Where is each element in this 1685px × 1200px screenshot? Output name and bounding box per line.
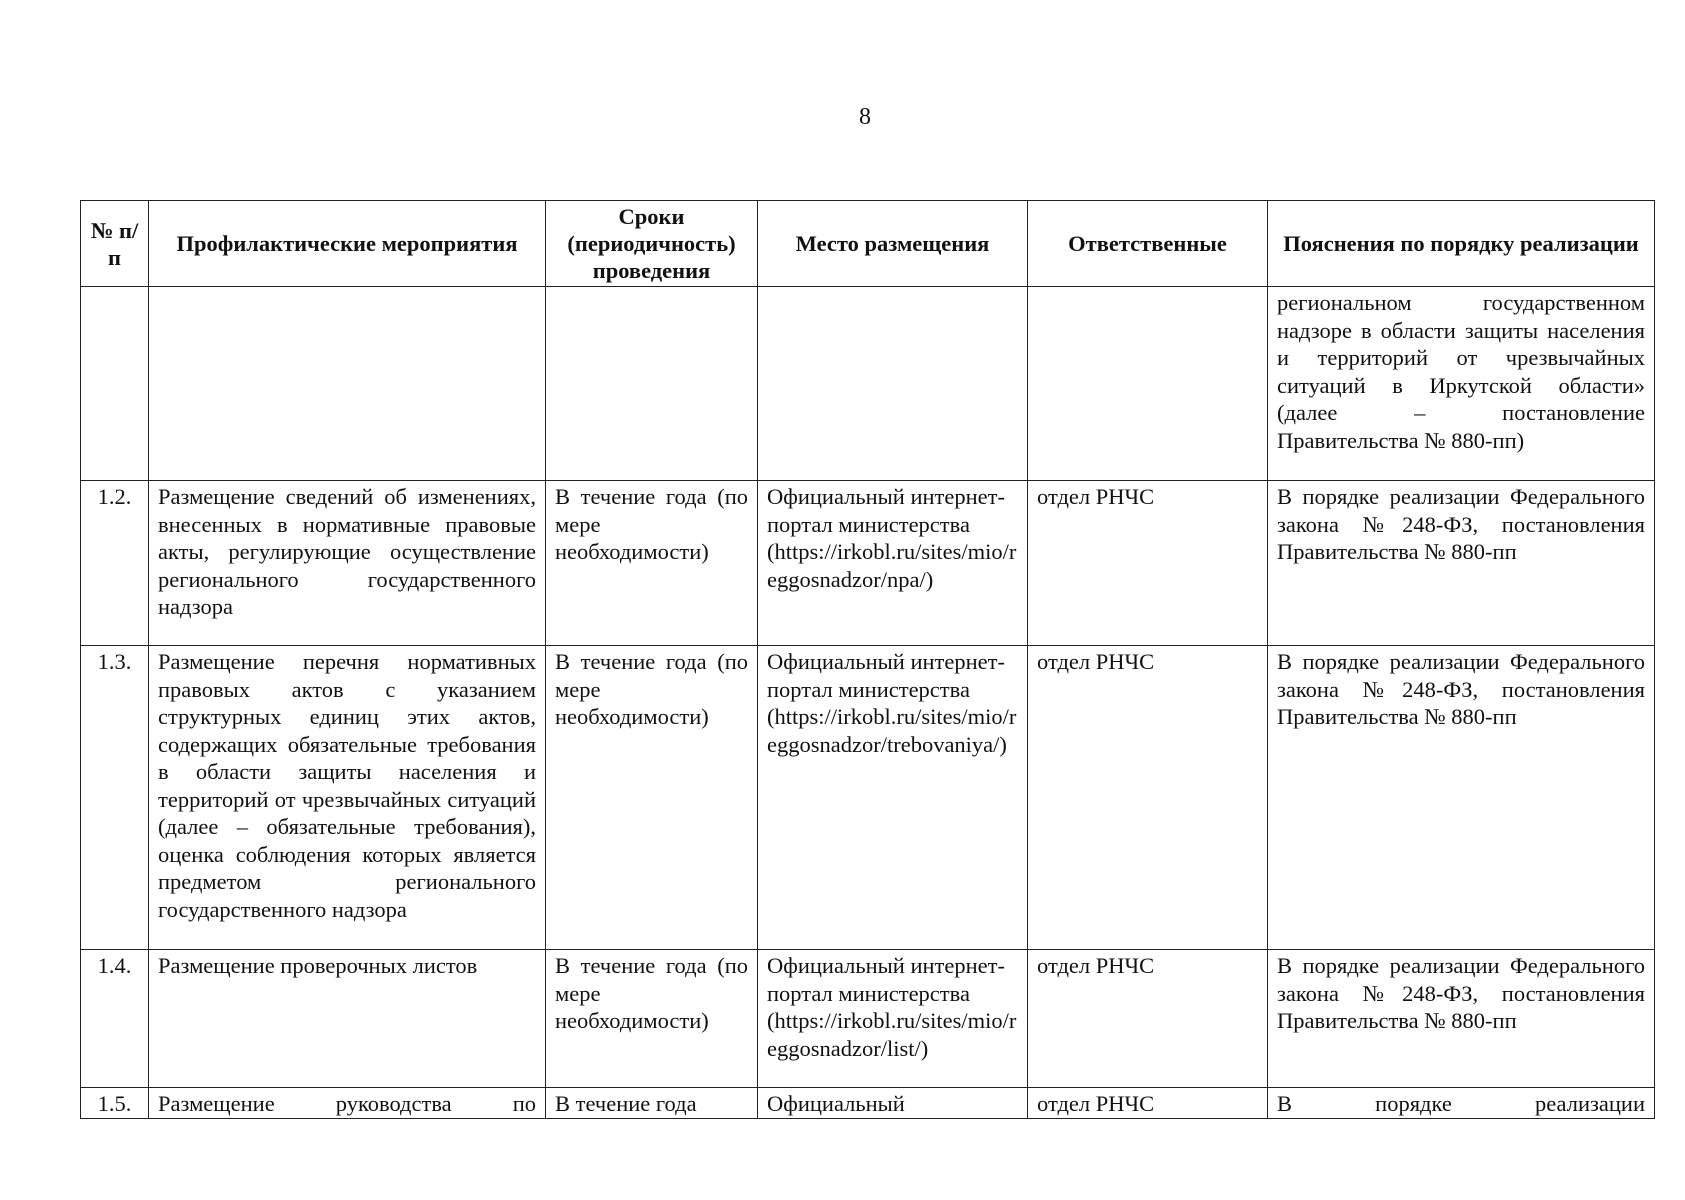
row-measure: Размещение проверочных листов — [149, 950, 546, 1088]
place-url: (https://irkobl.ru/sites/mio/reggosnadzor/npa/) — [767, 539, 1017, 592]
table-row-1-3 — [81, 646, 1655, 950]
row-responsible: отдел РНЧС — [1028, 950, 1268, 1088]
place-title: Официальный — [767, 1091, 905, 1116]
header-timing: Сроки (периодичность) проведения — [546, 201, 758, 287]
table-row-continuation — [81, 287, 1655, 481]
place-title: Официальный интернет-портал министерства — [767, 649, 1005, 702]
row-timing: В течение года (по мере необходимости) — [546, 950, 758, 1088]
row-num: 1.5. — [81, 1088, 149, 1119]
row-place — [758, 481, 1028, 646]
place-title: Официальный интернет-портал министерства — [767, 484, 1005, 537]
row-num: 1.3. — [81, 646, 149, 950]
row-measure: Размещение перечня нормативных правовых актов с указанием структурных единиц этих актов, содержащих обязательные требования в области защиты населения и территорий от чрезвычайных ситуаций (далее – обязательные требования), оценка соблюдения которых является предметом регионального государственного надзора — [149, 646, 546, 950]
row-measure: Размещение сведений об изменениях, внесенных в нормативные правовые акты, регулирующие осуществление регионального государственного надзора — [149, 481, 546, 646]
row-notes: В порядке реализации Федерального закона №248-ФЗ, постановления Правительства № 880-пп — [1268, 481, 1655, 646]
row-responsible: отдел РНЧС — [1028, 1088, 1268, 1119]
row-num — [81, 287, 149, 481]
row-notes: В порядке реализации — [1268, 1088, 1655, 1119]
row-place — [758, 950, 1028, 1088]
row-num: 1.2. — [81, 481, 149, 646]
row-responsible: отдел РНЧС — [1028, 481, 1268, 646]
place-url: (https://irkobl.ru/sites/mio/reggosnadzor/trebovaniya/) — [767, 704, 1017, 757]
table-row-1-4 — [81, 950, 1655, 1088]
page-number: 8 — [859, 104, 871, 130]
row-timing — [546, 287, 758, 481]
row-num: 1.4. — [81, 950, 149, 1088]
row-timing: В течение года (по мере необходимости) — [546, 481, 758, 646]
row-notes: региональном государственном надзоре в области защиты населения и территорий от чрезвычайных ситуаций в Иркутской области» (далее – постановление Правительства № 880-пп) — [1268, 287, 1655, 481]
table-row-1-5 — [81, 1088, 1655, 1119]
row-notes: В порядке реализации Федерального закона №248-ФЗ, постановления Правительства № 880-пп — [1268, 950, 1655, 1088]
place-url: (https://irkobl.ru/sites/mio/reggosnadzor/list/) — [767, 1008, 1017, 1061]
row-place — [758, 287, 1028, 481]
row-timing: В течение года — [546, 1088, 758, 1119]
row-responsible — [1028, 287, 1268, 481]
header-measures: Профилактические мероприятия — [149, 201, 546, 287]
row-responsible: отдел РНЧС — [1028, 646, 1268, 950]
row-notes: В порядке реализации Федерального закона №248-ФЗ, постановления Правительства № 880-пп — [1268, 646, 1655, 950]
row-measure — [149, 287, 546, 481]
prevention-measures-table — [80, 200, 1655, 1119]
header-responsible: Ответственные — [1028, 201, 1268, 287]
row-timing: В течение года (по мере необходимости) — [546, 646, 758, 950]
row-place — [758, 646, 1028, 950]
row-measure: Размещение руководства по — [149, 1088, 546, 1119]
header-notes: Пояснения по порядку реализации — [1268, 201, 1655, 287]
place-title: Официальный интернет-портал министерства — [767, 953, 1005, 1006]
header-num: № п/п — [81, 201, 149, 287]
table-header-row — [81, 201, 1655, 287]
table-row-1-2 — [81, 481, 1655, 646]
row-place — [758, 1088, 1028, 1119]
header-place: Место размещения — [758, 201, 1028, 287]
